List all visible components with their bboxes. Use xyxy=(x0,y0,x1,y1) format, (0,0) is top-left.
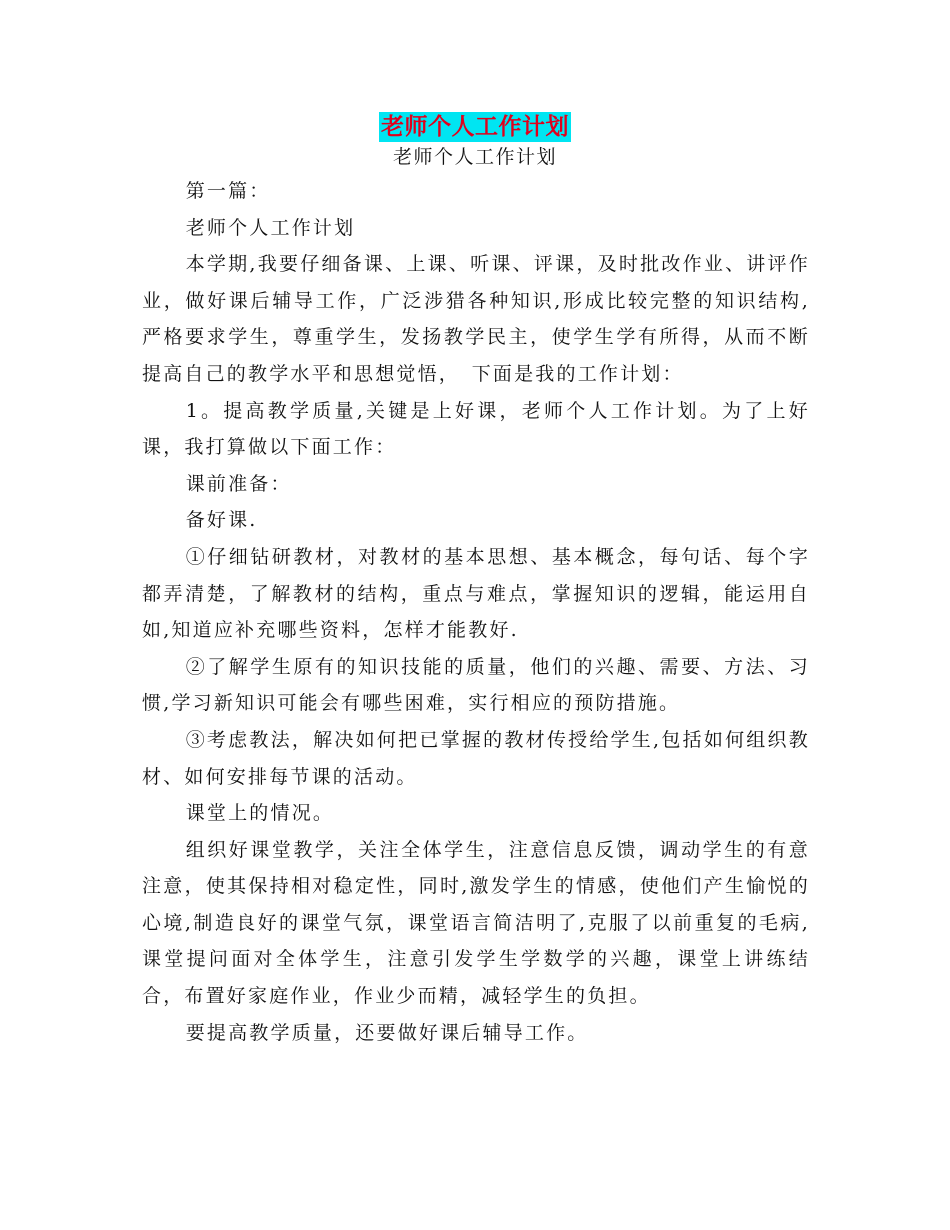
paragraph-section-label: 第一篇： xyxy=(185,180,271,202)
paragraph-classroom-body: 组织好课堂教学，关注全体学生，注意信息反馈，调动学生的有意注意，使其保持相对稳定性，同时,激发学生的情感，使他们产生愉悦的心境,制造良好的课堂气氛，课堂语言简洁明了,克服了以前重复的毛病,课堂提问面对全体学生，注意引发学生学数学的兴趣，课堂上讲练结合，布置好家庭作业，作业少而精，减轻学生的负担。 xyxy=(142,838,810,1008)
title-container xyxy=(0,112,950,142)
paragraph-item-1: ①仔细钻研教材，对教材的基本思想、基本概念，每句话、每个字都弄清楚，了解教材的结构，重点与难点，掌握知识的逻辑，能运用自如,知道应补充哪些资料，怎样才能教好. xyxy=(142,545,810,642)
paragraph-item-3: ③考虑教法，解决如何把已掌握的教材传授给学生,包括如何组织教材、如何安排每节课的活动。 xyxy=(142,728,810,788)
paragraph-item-2: ②了解学生原有的知识技能的质量，他们的兴趣、需要、方法、习惯,学习新知识可能会有哪些困难，实行相应的预防措施。 xyxy=(142,655,810,715)
paragraph-classroom-heading: 课堂上的情况。 xyxy=(185,802,335,825)
paragraph-closing: 要提高教学质量，还要做好课后辅导工作。 xyxy=(185,1021,589,1044)
document-body xyxy=(142,173,810,1051)
paragraph-prep-heading: 课前准备： xyxy=(185,472,292,495)
paragraph-section-heading: 老师个人工作计划 xyxy=(185,216,356,239)
paragraph-intro: 本学期,我要仔细备课、上课、听课、评课，及时批改作业、讲评作业，做好课后辅导工作，广泛涉猎各种知识,形成比较完整的知识结构,严格要求学生，尊重学生，发扬教学民主，使学生学有所得，从而不断提高自己的教学水平和思想觉悟， 下面是我的工作计划： xyxy=(142,253,810,385)
document-subtitle: 老师个人工作计划 xyxy=(392,146,557,168)
paragraph-prep-subheading: 备好课. xyxy=(185,509,258,532)
document-title: 老师个人工作计划 xyxy=(381,113,569,140)
paragraph-point-1: 1。提高教学质量,关键是上好课，老师个人工作计划。为了上好课，我打算做以下面工作： xyxy=(142,399,810,459)
